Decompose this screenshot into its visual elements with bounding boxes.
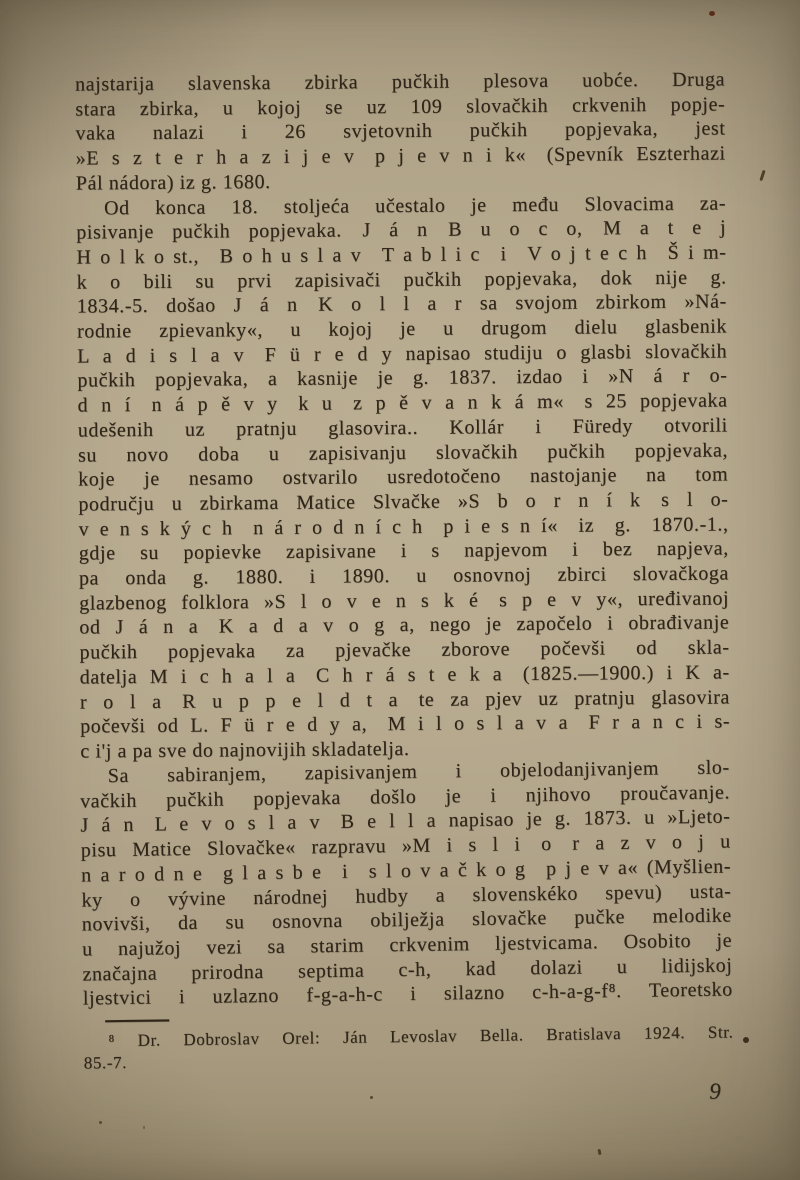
text-line: ljestvici i uzlazno f-g-a-h-c i silazno c-h-a-g-f⁸. Teoretsko [82,978,733,1010]
text-column [75,67,733,1112]
text-line: v e n s k ý c h n á r o d n í c h p i e s n í« iz g. 1870.-1., [78,513,729,541]
text-line: k o bili su prvi zapisivači pučkih popjevaka, dok nije g. [76,266,727,294]
paper-speck [759,170,765,181]
text-line: pisivanje pučkih popjevaka. J á n B u o c o, M a t e j [76,216,727,244]
paper-speck [99,1121,102,1124]
text-line: c i'j a pa sve do najnovijih skladatelja. [80,737,410,763]
text-line: datelja M i c h a l a C h r á s t e k a (1825.—1900.) i K a- [79,661,730,689]
text-line: od J á n a K a d a v o g a, nego je započelo i obrađivanje [79,611,730,640]
text-line: J á n L e v o s l a v B e l l a napisao je g. 1873. u »Ljeto- [80,805,731,837]
footnote-rule [105,1019,169,1022]
text-line: Sa sabiranjem, zapisivanjem i objelodanjivanjem slo- [107,756,730,787]
text-line: H o l k o st., B o h u s l a v T a b l i c i V o j t e c h Š i m- [76,241,727,269]
text-line: vačkih pučkih popjevaka došlo je i njihovo proučavanje. [79,780,731,812]
paragraph [80,755,733,1011]
text-line: vaka nalazi i 26 svjetovnih pučkih popjevaka, jest [75,117,726,145]
text-line: 1834.-5. došao J á n K o l l a r sa svojom zbirkom »Ná- [76,290,727,318]
text-line: koje je nesamo ostvarilo usredotočeno nastojanje na tom [78,463,729,491]
paper-speck [143,1126,145,1129]
text-line: »E s z t e r h a z i j e v p j e v n i k« (Spevník Eszterhazi [75,142,726,170]
text-line: gdje su popievke zapisivane i s napjevom i bez napjeva, [78,537,729,565]
upper-text-section [75,67,730,764]
text-line: području u zbirkama Matice Slvačke »S b o r n í k s l o- [78,488,729,516]
paper-speck [709,11,715,16]
text-line: počevši od L. F ü r e d y a, M i l o s l a v a F r a n c i s- [80,710,731,738]
text-line: u najužoj vezi sa starim crkvenim ljestvicama. Osobito je [82,929,733,961]
text-line: Pál nádora) iz g. 1680. [75,170,271,195]
paper-speck [743,1037,749,1043]
paragraph [75,67,726,196]
text-line: udešenih uz pratnju glasovira.. Kollár i Füredy otvorili [77,414,728,442]
paper-speck [597,1149,601,1155]
text-line: pučkih popjevaka za pjevačke zborove počevši od skla- [79,636,730,664]
text-line: Od konca 18. stoljeća učestalo je među Slovacima za- [103,191,727,219]
text-line: stara zbirka, u kojoj se uz 109 slovačkih crkvenih popje- [75,93,726,121]
footnote-lines [83,1021,734,1074]
text-line: najstarija slavenska zbirka pučkih plesova uobće. Druga [75,68,726,96]
paper-speck [370,1096,373,1099]
text-line: značajna prirodna septima c-h, kad dolazi u lidijskoj [82,953,733,985]
page-number: 9 [709,1078,722,1104]
lower-paragraphs [80,755,733,1011]
paragraph [76,191,730,764]
text-line: 85.-7. [83,1052,128,1073]
footnote [83,1011,734,1074]
text-line: L a d i s l a v F ü r e d y napisao studiju o glasbi slovačkih [77,340,728,368]
text-line: rodnie zpievanky«, u kojoj je u drugom dielu glasbenik [76,315,728,343]
text-line: d n í n á p ě v y k u z p ě v a n k á m« s 25 popjevaka [77,389,728,417]
text-line: novivši, da su osnovna obilježja slovačke pučke melodike [81,904,732,936]
text-line: glazbenog folklora »S l o v e n s k é s p e v y«, uređivanoj [79,587,730,615]
text-line: pučkih popjevaka, a kasnije je g. 1837. izdao i »N á r o- [77,364,728,392]
text-line: pisu Matice Slovačke« razpravu »M i s l i o r a z v o j u [80,830,731,862]
text-line: pa onda g. 1880. i 1890. u osnovnoj zbirci slovačkoga [78,562,730,590]
text-line: su novo doba u zapisivanju slovačkih pučkih popjevaka, [77,438,729,467]
text-line: n a r o d n e g l a s b e i s l o v a č k o g p j e v a« (Myšlien- [80,854,732,887]
text-line: ky o vývine národnej hudby a slovenskéko spevu) usta- [81,879,732,911]
text-line: r o l a R u p p e l d t a te za pjev uz pratnju glasovira [79,686,731,714]
lower-text-section [80,755,735,1112]
text-line: ⁸ Dr. Dobroslav Orel: Ján Levoslav Bella. Bratislava 1924. Str. [108,1022,734,1050]
